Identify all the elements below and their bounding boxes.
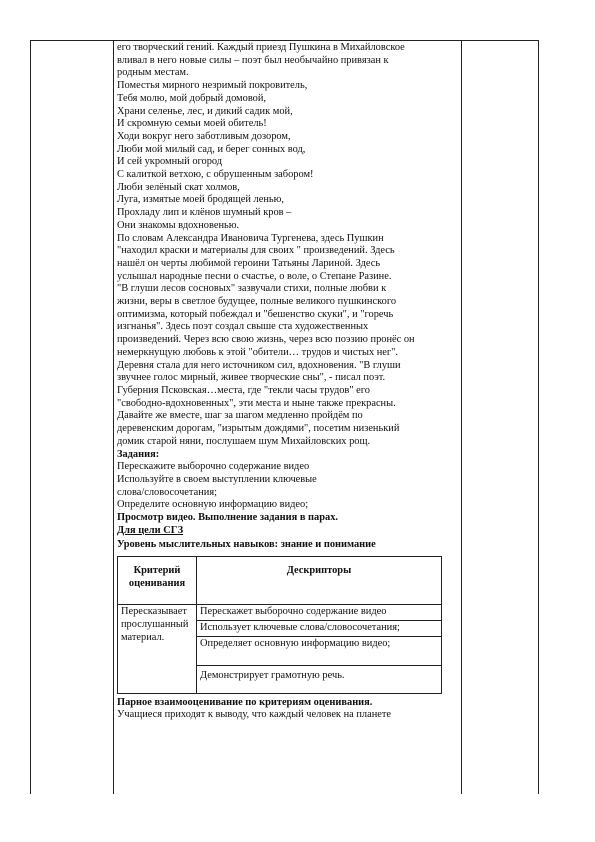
poem-line: Луга, измятые моей бродящей ленью,: [117, 194, 284, 206]
text-line: произведений. Через всю свою жизнь, через всю поэзию пронёс он: [117, 334, 415, 346]
text-line: услышал народные песни о счастье, о воле, о Степане Разине.: [117, 270, 392, 282]
task-item: слова/словосочетания;: [117, 486, 217, 498]
poem-line: И скромную семьи моей обитель!: [117, 118, 267, 130]
poem-line: Поместья мирного незримый покровитель,: [117, 80, 308, 92]
descriptor-cell: Демонстрирует грамотную речь.: [197, 665, 442, 693]
text-line: родным местам.: [117, 67, 189, 79]
tasks-heading: Задания:: [117, 448, 160, 460]
table-border-left: [30, 40, 31, 794]
poem-line: И сей укромный огород: [117, 156, 223, 168]
criterion-header: Критерий оценивания: [118, 557, 197, 605]
descriptor-cell: Перескажет выборочно содержание видео: [197, 605, 442, 621]
video-heading: Просмотр видео. Выполнение задания в парах.: [117, 512, 339, 524]
poem-line: Храни селенье, лес, и дикий садик мой,: [117, 105, 293, 117]
lesson-content: [117, 42, 459, 722]
text-line: Деревня стала для него источником сил, вдохновения. "В глуши: [117, 359, 401, 371]
text-line: деревенским дорогам, "изрытым дождями", посетим низенький: [117, 423, 400, 435]
criterion-cell: Пересказывает прослушанный материал.: [118, 605, 197, 693]
text-line: домик старой няни, послушаем шум Михайловских рощ.: [117, 435, 371, 447]
turgenev-paragraph: [117, 233, 459, 449]
task-item: Определите основную информацию видео;: [117, 499, 309, 511]
text-line: вливал в него новые силы – поэт был необычайно привязан к: [117, 54, 389, 66]
poem: [117, 80, 459, 232]
tasks-list: [117, 461, 459, 512]
table-header-row: [118, 557, 442, 605]
poem-line: Прохладу лип и клёнов шумный кров –: [117, 207, 292, 219]
descriptors-header: Дескрипторы: [197, 557, 442, 605]
goal-heading: Для цели СГЗ: [117, 524, 184, 536]
text-line: "В глуши лесов сосновых" зазвучали стихи, полные любви к: [117, 283, 387, 295]
text-line: "находил краски и материалы для своих " произведений. Здесь: [117, 245, 395, 257]
poem-line: Люби зелёный скат холмов,: [117, 181, 240, 193]
task-item: Перескажите выборочно содержание видео: [117, 461, 310, 473]
text-line: Губерния Псковская…места, где "текли часы трудов" его: [117, 384, 370, 396]
text-line: изгнанья". Здесь поэт создал свыше ста художественных: [117, 321, 369, 333]
conclusion-line: Учащиеся приходят к выводу, что каждый человек на планете: [117, 709, 392, 721]
text-line: оптимизма, который побеждал и "бешенство скуки", и "горечь: [117, 308, 394, 320]
descriptor-cell: Использует ключевые слова/словосочетания;: [197, 620, 442, 636]
table-border-col1: [113, 40, 114, 794]
text-line: нашёл он черты любимой героини Татьяны Лариной. Здесь: [117, 257, 381, 269]
poem-line: Люби мой милый сад, и берег сонных вод,: [117, 143, 306, 155]
poem-line: Тебя молю, мой добрый домовой,: [117, 92, 267, 104]
table-border-col2: [461, 40, 462, 794]
level-heading: Уровень мыслительных навыков: знание и понимание: [117, 539, 376, 551]
table-row: [118, 605, 442, 621]
text-line: немеркнущую любовь к этой "обители… трудов и чистых нег".: [117, 346, 399, 358]
text-line: жизни, веры в светлое будущее, полные великого пушкинского: [117, 296, 397, 308]
poem-line: Они знакомы вдохновенью.: [117, 219, 240, 231]
intro-paragraph: [117, 42, 459, 80]
poem-line: Ходи вокруг него заботливым дозором,: [117, 130, 291, 142]
table-border-right: [538, 40, 539, 794]
poem-line: С калиткой ветхою, с обрушенным забором!: [117, 169, 314, 181]
task-item: Используйте в своем выступлении ключевые: [117, 473, 317, 485]
peer-assessment-heading: Парное взаимооценивание по критериям оценивания.: [117, 696, 373, 708]
text-line: "свободно-вдохновенных", эти места и ныне также прекрасны.: [117, 397, 396, 409]
text-line: Давайте же вместе, шаг за шагом медленно пройдём по: [117, 410, 363, 422]
text-line: По словам Александра Ивановича Тургенева, здесь Пушкин: [117, 232, 384, 244]
text-line: звучнее голос мирный, живее творческие сны", - писал поэт.: [117, 372, 386, 384]
criteria-table: [117, 556, 442, 693]
text-line: его творческий гений. Каждый приезд Пушкина в Михайловское: [117, 42, 405, 53]
descriptor-cell: Определяет основную информацию видео;: [197, 636, 442, 665]
